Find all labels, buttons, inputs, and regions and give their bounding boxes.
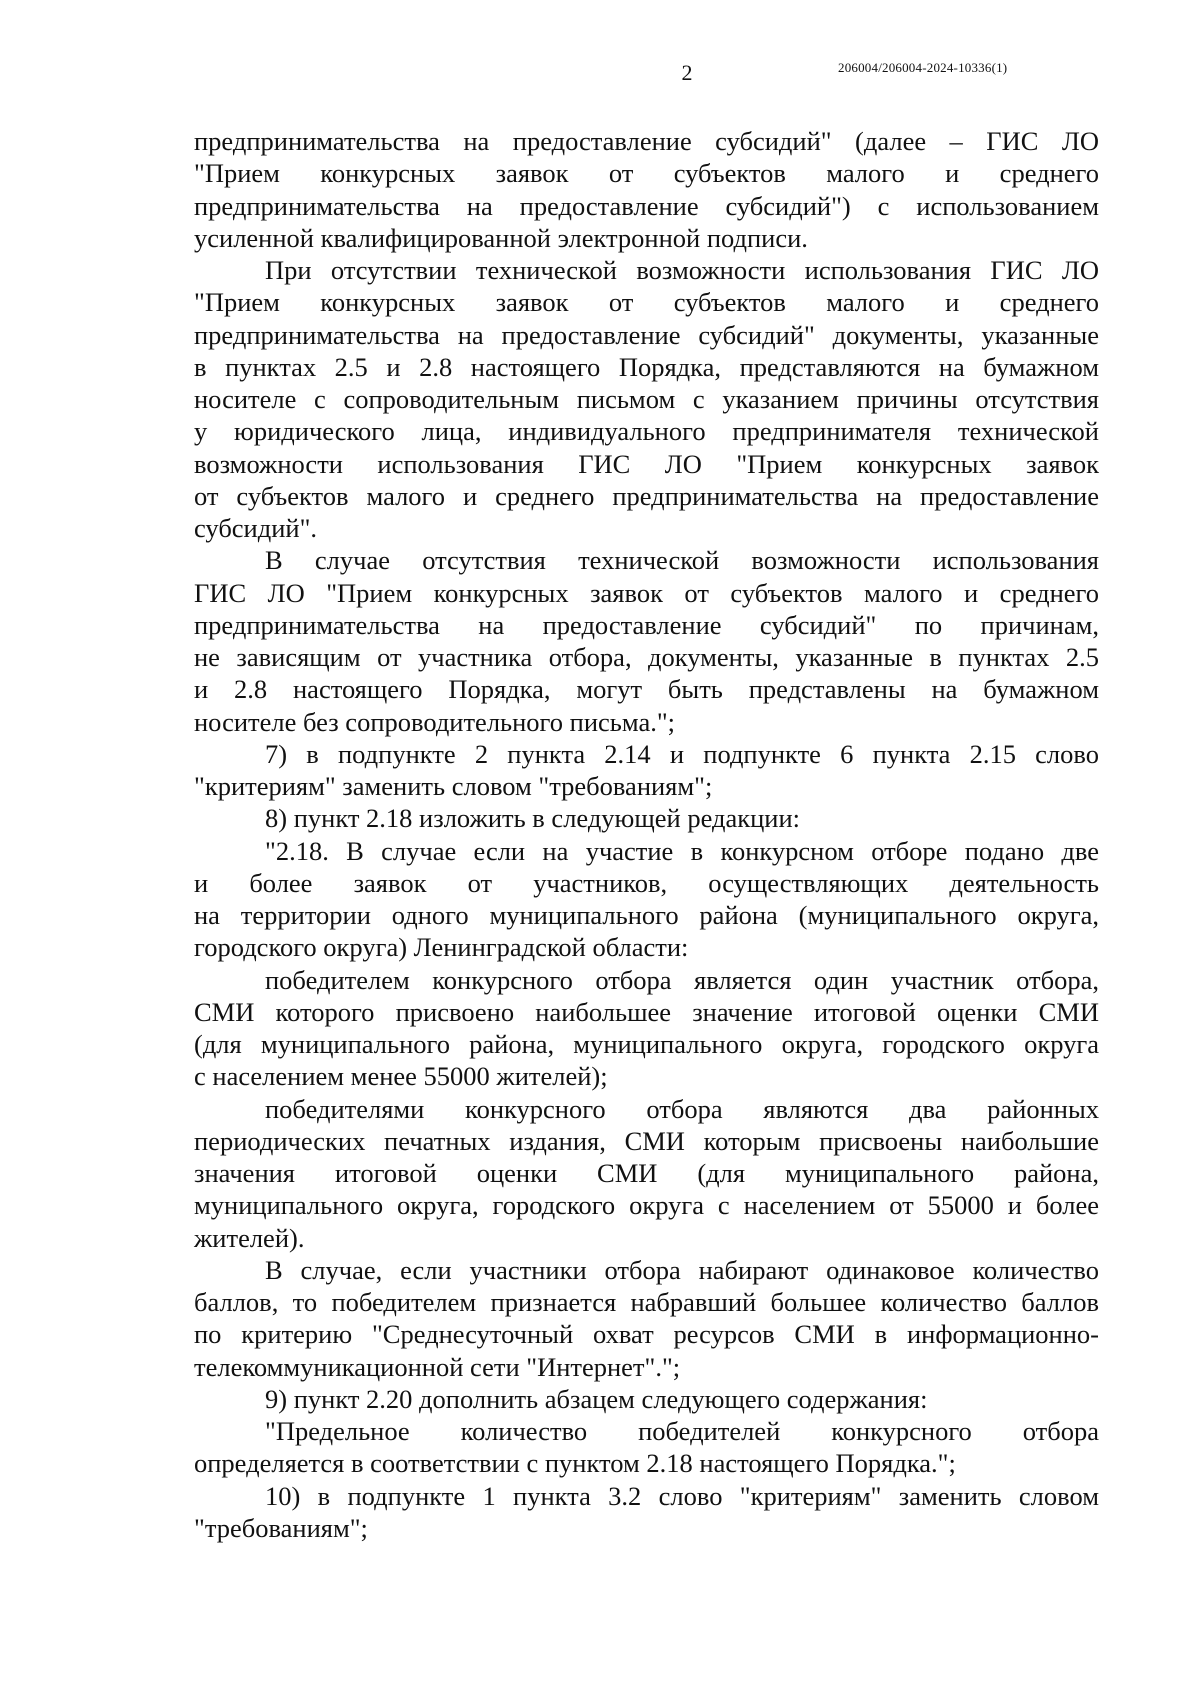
text-line: "критериям" заменить словом "требованиям";	[194, 771, 713, 801]
text-line: В случае отсутствия технической возможности использования	[265, 545, 1099, 576]
text-line: на территории одного муниципального района (муниципального округа,	[194, 900, 1099, 930]
text-line: в пунктах 2.5 и 2.8 настоящего Порядка, представляются на бумажном	[194, 351, 1099, 382]
text-line: с населением менее 55000 жителей);	[194, 1061, 608, 1092]
text-line: носителе без сопроводительного письма.";	[194, 706, 676, 737]
text-line: "Прием конкурсных заявок от субъектов малого и среднего	[194, 158, 1099, 189]
text-line: предпринимательства на предоставление субсидий") с использованием	[194, 190, 1099, 221]
text-line: предпринимательства на предоставление субсидий" документы, указанные	[194, 319, 1099, 350]
text-line: 9) пункт 2.20 дополнить абзацем следующего содержания:	[265, 1383, 928, 1414]
document-id: 206004/206004-2024-10336(1)	[838, 60, 1008, 75]
text-line: победителем конкурсного отбора является один участник отбора,	[265, 964, 1099, 995]
text-line: периодических печатных издания, СМИ которым присвоены наибольшие	[194, 1125, 1099, 1156]
text-line: определяется в соответствии с пунктом 2.18 настоящего Порядка.";	[194, 1448, 956, 1479]
text-line: значения итоговой оценки СМИ (для муниципального района,	[194, 1158, 1099, 1188]
page-number: 2	[681, 60, 693, 85]
text-line: победителями конкурсного отбора являются два районных	[265, 1093, 1099, 1124]
text-line: по критерию "Среднесуточный охват ресурсов СМИ в информационно-	[194, 1319, 1099, 1350]
text-line: и более заявок от участников, осуществляющих деятельность	[194, 867, 1099, 898]
text-line: баллов, то победителем признается набравший большее количество баллов	[194, 1287, 1099, 1317]
text-line: При отсутствии технической возможности использования ГИС ЛО	[265, 255, 1099, 285]
text-line: возможности использования ГИС ЛО "Прием конкурсных заявок	[194, 448, 1099, 479]
text-line: субсидий".	[194, 513, 318, 543]
text-line: "требованиям";	[194, 1512, 368, 1543]
text-line: 10) в подпункте 1 пункта 3.2 слово "критериям" заменить словом	[265, 1480, 1099, 1511]
text-line: 7) в подпункте 2 пункта 2.14 и подпункте 6 пункта 2.15 слово	[265, 738, 1099, 769]
text-line: ГИС ЛО "Прием конкурсных заявок от субъектов малого и среднего	[194, 577, 1099, 608]
text-line: 8) пункт 2.18 изложить в следующей редакции:	[265, 803, 801, 834]
text-line: муниципального округа, городского округа с населением от 55000 и более	[194, 1190, 1099, 1221]
text-line: усиленной квалифицированной электронной подписи.	[194, 222, 808, 253]
text-line: городского округа) Ленинградской области:	[194, 932, 689, 963]
text-line: СМИ которого присвоено наибольшее значение итоговой оценки СМИ	[194, 996, 1099, 1027]
text-line: "Предельное количество победителей конкурсного отбора	[265, 1416, 1099, 1446]
text-line: от субъектов малого и среднего предпринимательства на предоставление	[194, 480, 1099, 511]
text-line: жителей).	[194, 1222, 305, 1253]
text-line: у юридического лица, индивидуального предпринимателя технической	[194, 416, 1099, 447]
text-line: предпринимательства на предоставление субсидий" по причинам,	[194, 609, 1099, 640]
text-line: "2.18. В случае если на участие в конкурсном отборе подано две	[265, 835, 1099, 866]
text-line: "Прием конкурсных заявок от субъектов малого и среднего	[194, 287, 1099, 318]
document-body	[194, 125, 1099, 1544]
text-line: предпринимательства на предоставление субсидий" (далее – ГИС ЛО	[194, 126, 1099, 156]
text-line: телекоммуникационной сети "Интернет".";	[194, 1351, 681, 1382]
text-line: (для муниципального района, муниципального округа, городского округа	[194, 1029, 1099, 1059]
text-line: и 2.8 настоящего Порядка, могут быть представлены на бумажном	[194, 674, 1099, 705]
text-line: не зависящим от участника отбора, документы, указанные в пунктах 2.5	[194, 642, 1099, 672]
text-line: носителе с сопроводительным письмом с указанием причины отсутствия	[194, 384, 1099, 414]
text-line: В случае, если участники отбора набирают одинаковое количество	[265, 1254, 1099, 1285]
